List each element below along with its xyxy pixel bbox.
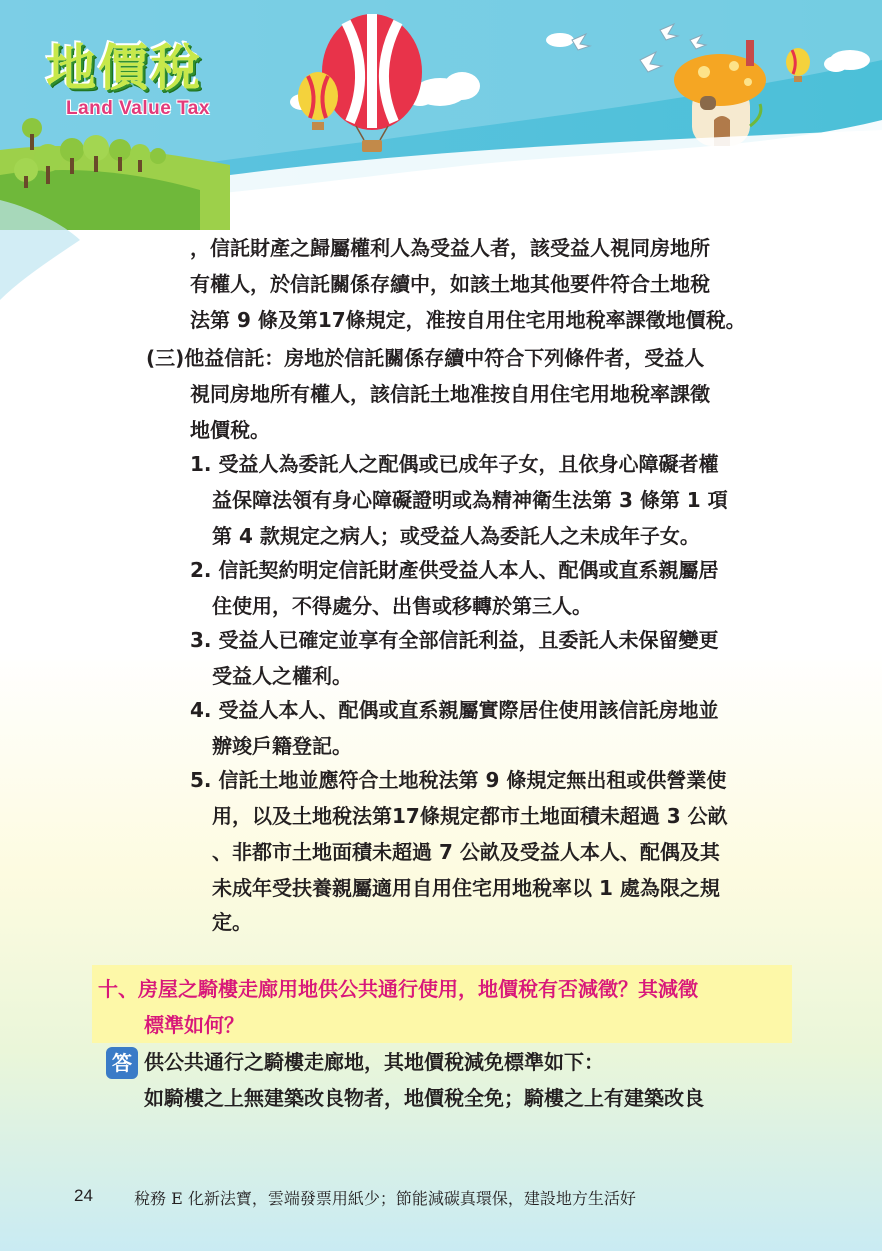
footer-slogan: 稅務 E 化新法寶，雲端發票用紙少；節能減碳真環保，建設地方生活好 — [134, 1189, 636, 1208]
list-item: 2. 信託契約明定信託財產供受益人本人、配偶或直系親屬居 — [190, 558, 719, 582]
list-item-continuation: 益保障法領有身心障礙證明或為精神衛生法第 3 條第 1 項 — [212, 488, 728, 512]
answer-line: 供公共通行之騎樓走廊地，其地價稅減免標準如下： — [144, 1050, 604, 1074]
page-number: 24 — [74, 1186, 93, 1205]
subsection-heading: (三)他益信託：房地於信託關係存續中符合下列條件者，受益人 — [146, 346, 705, 370]
body-line: 視同房地所有權人，該信託土地准按自用住宅用地稅率課徵 — [190, 382, 710, 406]
list-item-continuation: 辦竣戶籍登記。 — [212, 734, 352, 758]
list-item-continuation: 用，以及土地稅法第17條規定都市土地面積未超過 3 公畝 — [212, 804, 728, 828]
answer-line: 如騎樓之上無建築改良物者，地價稅全免；騎樓之上有建築改良 — [144, 1086, 704, 1110]
list-item-continuation: 第 4 款規定之病人；或受益人為委託人之未成年子女。 — [212, 524, 700, 548]
side-wave-decoration — [0, 200, 120, 310]
body-line: 法第 9 條及第17條規定，准按自用住宅用地稅率課徵地價稅。 — [190, 308, 746, 332]
list-item: 1. 受益人為委託人之配偶或已成年子女，且依身心障礙者權 — [190, 452, 719, 476]
page-header-decoration — [0, 0, 882, 230]
body-line: ，信託財產之歸屬權利人為受益人者，該受益人視同房地所 — [190, 236, 710, 260]
question-line: 標準如何？ — [144, 1013, 244, 1037]
list-item: 4. 受益人本人、配偶或直系親屬實際居住使用該信託房地並 — [190, 698, 719, 722]
list-item-continuation: 、非都市土地面積未超過 7 公畝及受益人本人、配偶及其 — [212, 840, 720, 864]
list-item-continuation: 未成年受扶養親屬適用自用住宅用地稅率以 1 處為限之規 — [212, 876, 720, 900]
section-logo-title: 地價稅 — [46, 39, 202, 97]
list-item-continuation: 定。 — [212, 910, 252, 934]
list-item-continuation: 住使用，不得處分、出售或移轉於第三人。 — [212, 594, 592, 618]
answer-badge-icon: 答 — [106, 1047, 138, 1079]
section-logo-subtitle: Land Value Tax — [66, 98, 210, 119]
list-item: 5. 信託土地並應符合土地稅法第 9 條規定無出租或供營業使 — [190, 768, 727, 792]
body-line: 有權人，於信託關係存續中，如該土地其他要件符合土地稅 — [190, 272, 710, 296]
question-line: 十、房屋之騎樓走廊用地供公共通行使用，地價稅有否減徵？其減徵 — [98, 977, 698, 1001]
body-line: 地價稅。 — [190, 418, 270, 442]
list-item: 3. 受益人已確定並享有全部信託利益，且委託人未保留變更 — [190, 628, 719, 652]
list-item-continuation: 受益人之權利。 — [212, 664, 352, 688]
